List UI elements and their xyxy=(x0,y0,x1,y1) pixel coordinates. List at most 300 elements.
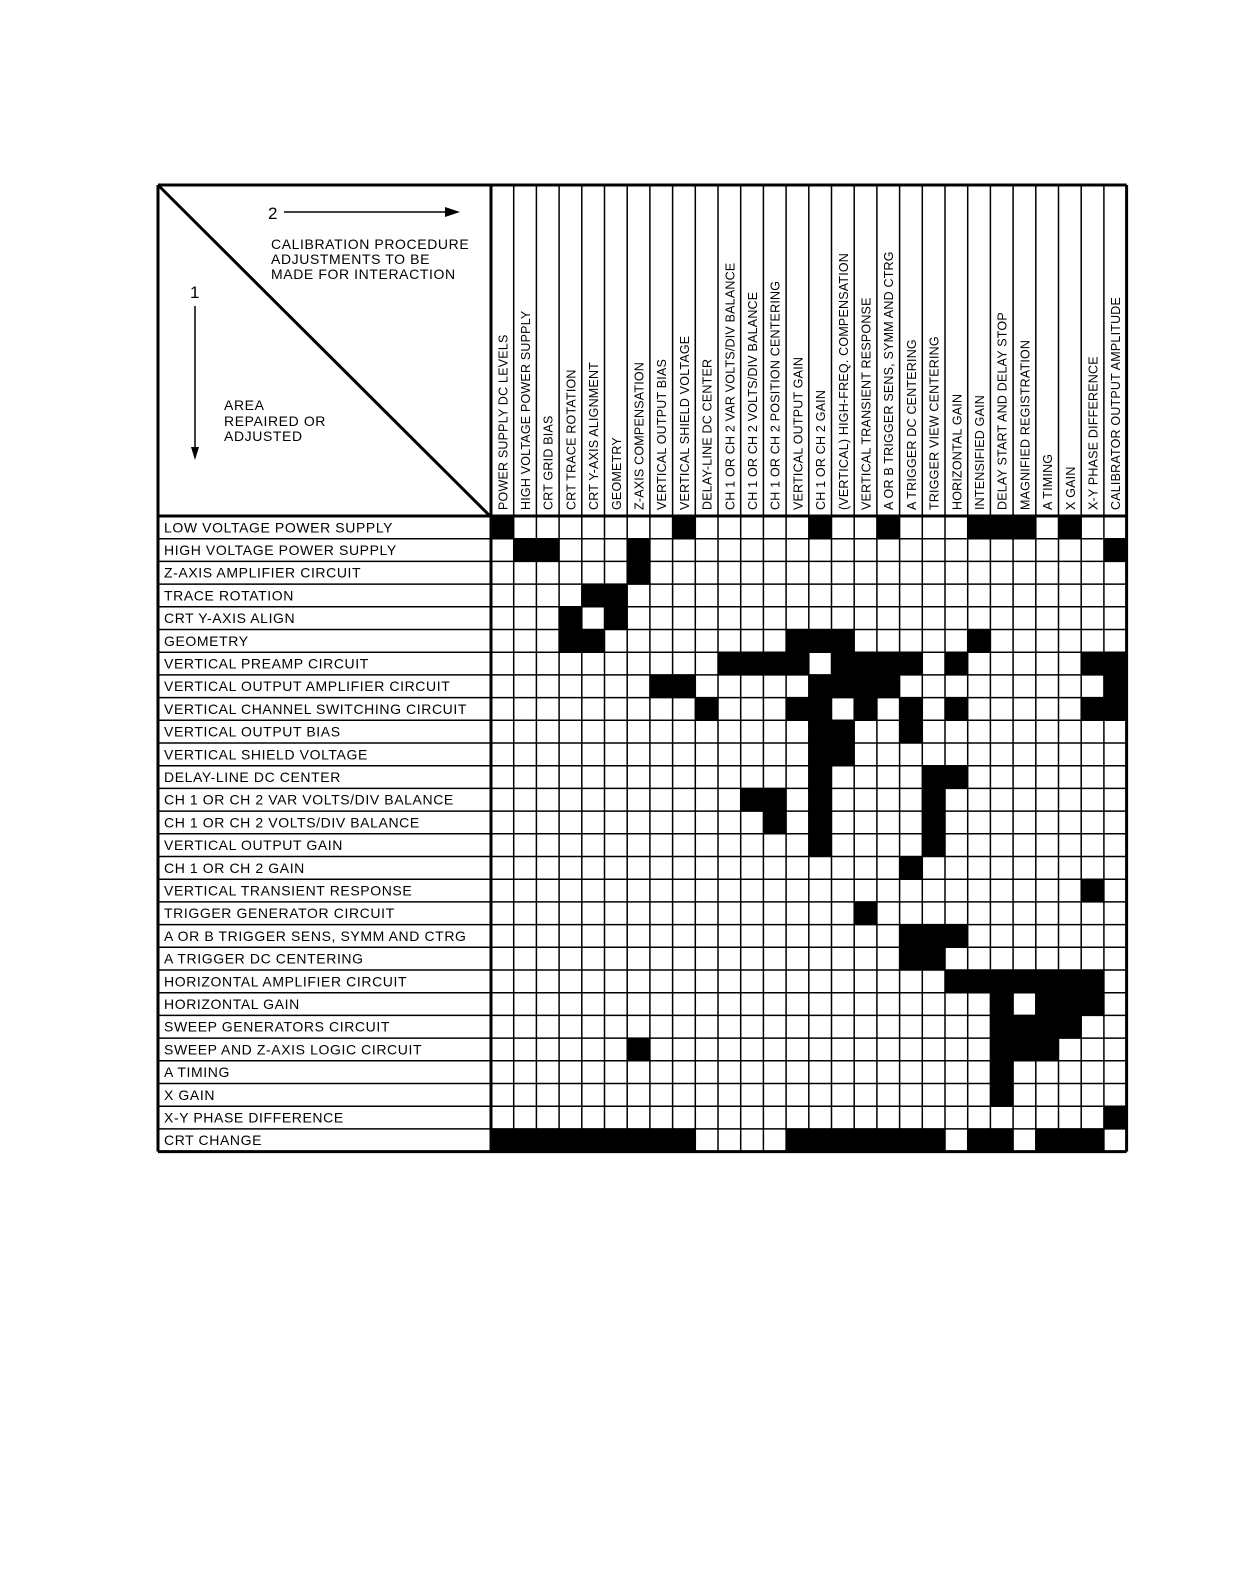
interaction-cell-empty xyxy=(695,630,718,653)
interaction-cell-empty xyxy=(1104,811,1127,834)
interaction-cell-empty xyxy=(491,1061,514,1084)
interaction-cell-empty xyxy=(650,1084,673,1107)
interaction-cell-empty xyxy=(922,1061,945,1084)
interaction-cell-empty xyxy=(1081,788,1104,811)
interaction-cell-empty xyxy=(1104,743,1127,766)
interaction-cell-empty xyxy=(1081,516,1104,539)
interaction-cell-empty xyxy=(832,607,855,630)
interaction-cell-marked xyxy=(877,516,900,539)
interaction-cell-marked xyxy=(786,1129,809,1152)
interaction-cell-empty xyxy=(922,584,945,607)
column-labels xyxy=(496,251,1123,510)
row-label: VERTICAL PREAMP CIRCUIT xyxy=(164,655,369,672)
interaction-cell-marked xyxy=(605,1129,628,1152)
interaction-cell-marked xyxy=(922,766,945,789)
interaction-cell-marked xyxy=(809,675,832,698)
interaction-cell-marked xyxy=(695,698,718,721)
interaction-cell-empty xyxy=(695,788,718,811)
interaction-cell-empty xyxy=(582,720,605,743)
interaction-cell-empty xyxy=(922,630,945,653)
interaction-cell-empty xyxy=(514,743,537,766)
interaction-cell-empty xyxy=(968,698,991,721)
interaction-cell-empty xyxy=(945,561,968,584)
interaction-cell-marked xyxy=(900,1129,923,1152)
interaction-cell-marked xyxy=(1081,970,1104,993)
interaction-cell-empty xyxy=(763,607,786,630)
interaction-cell-empty xyxy=(627,788,650,811)
interaction-cell-empty xyxy=(900,788,923,811)
interaction-cell-marked xyxy=(718,652,741,675)
interaction-cell-empty xyxy=(559,879,582,902)
interaction-cell-empty xyxy=(718,834,741,857)
interaction-cell-empty xyxy=(877,902,900,925)
interaction-cell-empty xyxy=(718,630,741,653)
interaction-cell-empty xyxy=(945,743,968,766)
interaction-cell-empty xyxy=(922,539,945,562)
interaction-cell-empty xyxy=(968,857,991,880)
interaction-cell-empty xyxy=(536,1084,559,1107)
interaction-cell-empty xyxy=(1013,630,1036,653)
interaction-cell-marked xyxy=(1081,879,1104,902)
interaction-cell-empty xyxy=(968,1038,991,1061)
column-label: CH 1 OR CH 2 POSITION CENTERING xyxy=(768,280,783,510)
interaction-cell-empty xyxy=(695,1106,718,1129)
interaction-cell-empty xyxy=(491,652,514,675)
interaction-cell-empty xyxy=(741,516,764,539)
interaction-cell-empty xyxy=(786,1038,809,1061)
interaction-cell-empty xyxy=(877,630,900,653)
interaction-cell-empty xyxy=(695,1061,718,1084)
interaction-cell-marked xyxy=(786,630,809,653)
interaction-cell-empty xyxy=(650,970,673,993)
interaction-cell-empty xyxy=(854,970,877,993)
interaction-cell-empty xyxy=(809,561,832,584)
interaction-cell-empty xyxy=(1059,698,1082,721)
interaction-cell-empty xyxy=(832,993,855,1016)
interaction-cell-marked xyxy=(1081,698,1104,721)
interaction-cell-empty xyxy=(582,902,605,925)
interaction-cell-empty xyxy=(786,970,809,993)
interaction-cell-empty xyxy=(786,1015,809,1038)
interaction-cell-empty xyxy=(1036,766,1059,789)
interaction-cell-empty xyxy=(650,879,673,902)
interaction-cell-empty xyxy=(650,1015,673,1038)
interaction-cell-empty xyxy=(900,561,923,584)
interaction-cell-empty xyxy=(741,879,764,902)
interaction-cell-empty xyxy=(741,834,764,857)
interaction-cell-empty xyxy=(627,811,650,834)
interaction-cell-empty xyxy=(514,834,537,857)
interaction-cell-marked xyxy=(1036,1038,1059,1061)
interaction-cell-marked xyxy=(900,857,923,880)
interaction-cell-empty xyxy=(1036,539,1059,562)
interaction-cell-empty xyxy=(968,788,991,811)
axis-1-label: 1 xyxy=(190,283,200,302)
interaction-cell-empty xyxy=(559,1038,582,1061)
interaction-cell-empty xyxy=(832,584,855,607)
row-label: A TRIGGER DC CENTERING xyxy=(164,950,364,967)
interaction-cell-empty xyxy=(627,993,650,1016)
interaction-cell-empty xyxy=(877,925,900,948)
interaction-cell-empty xyxy=(1059,675,1082,698)
interaction-cell-empty xyxy=(1036,834,1059,857)
interaction-cell-empty xyxy=(832,1061,855,1084)
interaction-cell-empty xyxy=(536,698,559,721)
interaction-cell-empty xyxy=(491,607,514,630)
interaction-cell-empty xyxy=(809,1038,832,1061)
interaction-cell-empty xyxy=(968,743,991,766)
interaction-cell-marked xyxy=(854,652,877,675)
interaction-cell-marked xyxy=(673,1129,696,1152)
interaction-cell-empty xyxy=(1036,652,1059,675)
corner-top-caption-line-1: CALIBRATION PROCEDURE xyxy=(271,236,470,252)
interaction-cell-empty xyxy=(945,857,968,880)
interaction-cell-empty xyxy=(900,902,923,925)
interaction-cell-marked xyxy=(809,516,832,539)
interaction-cell-empty xyxy=(990,879,1013,902)
interaction-cell-empty xyxy=(786,584,809,607)
column-label: CRT Y-AXIS ALIGNMENT xyxy=(587,361,602,510)
interaction-cell-empty xyxy=(786,834,809,857)
interaction-cell-empty xyxy=(605,516,628,539)
interaction-cell-empty xyxy=(1013,879,1036,902)
interaction-cell-empty xyxy=(990,834,1013,857)
interaction-cell-empty xyxy=(809,1084,832,1107)
interaction-cell-empty xyxy=(559,811,582,834)
interaction-cell-empty xyxy=(877,766,900,789)
interaction-cell-empty xyxy=(605,652,628,675)
interaction-cell-empty xyxy=(559,970,582,993)
interaction-cell-empty xyxy=(877,879,900,902)
interaction-cell-empty xyxy=(582,834,605,857)
column-label: VERTICAL OUTPUT GAIN xyxy=(791,356,806,510)
interaction-cell-empty xyxy=(627,743,650,766)
interaction-cell-empty xyxy=(922,902,945,925)
interaction-cell-empty xyxy=(809,970,832,993)
interaction-cell-empty xyxy=(627,1015,650,1038)
interaction-cell-empty xyxy=(1081,539,1104,562)
row-label: LOW VOLTAGE POWER SUPPLY xyxy=(164,519,394,536)
interaction-cell-empty xyxy=(900,970,923,993)
interaction-cell-empty xyxy=(786,857,809,880)
interaction-cell-empty xyxy=(650,788,673,811)
interaction-cell-empty xyxy=(491,879,514,902)
interaction-cell-empty xyxy=(968,1084,991,1107)
interaction-cell-empty xyxy=(514,947,537,970)
interaction-cell-empty xyxy=(1013,993,1036,1016)
interaction-cell-empty xyxy=(1013,811,1036,834)
interaction-cell-empty xyxy=(1104,1061,1127,1084)
interaction-cell-marked xyxy=(922,811,945,834)
interaction-cell-empty xyxy=(1104,902,1127,925)
interaction-cell-empty xyxy=(922,743,945,766)
interaction-cell-empty xyxy=(673,584,696,607)
column-label: CRT TRACE ROTATION xyxy=(564,369,579,510)
interaction-cell-empty xyxy=(877,993,900,1016)
interaction-cell-empty xyxy=(695,720,718,743)
interaction-cell-empty xyxy=(786,720,809,743)
corner-top-caption-line-3: MADE FOR INTERACTION xyxy=(271,266,456,282)
row-label: SWEEP GENERATORS CIRCUIT xyxy=(164,1018,390,1035)
interaction-cell-marked xyxy=(1081,652,1104,675)
interaction-cell-empty xyxy=(514,584,537,607)
interaction-cell-empty xyxy=(718,811,741,834)
interaction-cell-empty xyxy=(627,584,650,607)
row-label: VERTICAL OUTPUT AMPLIFIER CIRCUIT xyxy=(164,678,451,695)
interaction-cell-empty xyxy=(514,607,537,630)
interaction-cell-empty xyxy=(718,947,741,970)
row-label: A OR B TRIGGER SENS, SYMM AND CTRG xyxy=(164,927,467,944)
interaction-cell-empty xyxy=(582,879,605,902)
column-label: MAGNIFIED REGISTRATION xyxy=(1018,339,1033,510)
interaction-cell-empty xyxy=(1036,516,1059,539)
interaction-cell-empty xyxy=(763,1015,786,1038)
interaction-cell-empty xyxy=(536,834,559,857)
interaction-cell-empty xyxy=(605,970,628,993)
interaction-cell-empty xyxy=(809,879,832,902)
interaction-cell-marked xyxy=(922,947,945,970)
row-label: CRT CHANGE xyxy=(164,1132,263,1149)
interaction-cell-empty xyxy=(695,766,718,789)
interaction-cell-empty xyxy=(741,743,764,766)
interaction-cell-empty xyxy=(741,766,764,789)
interaction-cell-empty xyxy=(945,834,968,857)
interaction-cell-marked xyxy=(990,1038,1013,1061)
interaction-cell-marked xyxy=(1036,1129,1059,1152)
interaction-cell-empty xyxy=(1081,834,1104,857)
interaction-cell-empty xyxy=(1059,879,1082,902)
interaction-cell-empty xyxy=(1059,1038,1082,1061)
interaction-cell-marked xyxy=(559,630,582,653)
interaction-cell-empty xyxy=(695,607,718,630)
interaction-cell-empty xyxy=(854,516,877,539)
interaction-cell-empty xyxy=(832,698,855,721)
interaction-cell-empty xyxy=(1036,1084,1059,1107)
interaction-cell-empty xyxy=(536,925,559,948)
interaction-cell-empty xyxy=(900,630,923,653)
interaction-cell-empty xyxy=(1081,902,1104,925)
interaction-cell-empty xyxy=(763,834,786,857)
interaction-cell-marked xyxy=(559,607,582,630)
interaction-cell-empty xyxy=(763,584,786,607)
interaction-cell-empty xyxy=(741,970,764,993)
interaction-cell-empty xyxy=(968,993,991,1016)
interaction-cell-empty xyxy=(673,743,696,766)
interaction-cell-empty xyxy=(990,561,1013,584)
interaction-cell-empty xyxy=(741,539,764,562)
interaction-cell-empty xyxy=(741,675,764,698)
interaction-cell-marked xyxy=(536,1129,559,1152)
interaction-cell-marked xyxy=(832,675,855,698)
interaction-cell-empty xyxy=(695,857,718,880)
interaction-cell-empty xyxy=(491,720,514,743)
interaction-cell-empty xyxy=(650,607,673,630)
interaction-cell-empty xyxy=(559,925,582,948)
interaction-cell-empty xyxy=(1059,561,1082,584)
interaction-cell-empty xyxy=(1036,630,1059,653)
interaction-cell-marked xyxy=(536,539,559,562)
interaction-cell-empty xyxy=(877,743,900,766)
interaction-cell-marked xyxy=(968,1129,991,1152)
interaction-cell-empty xyxy=(559,857,582,880)
interaction-cell-empty xyxy=(763,947,786,970)
interaction-cell-marked xyxy=(1036,970,1059,993)
interaction-cell-empty xyxy=(491,857,514,880)
interaction-cell-empty xyxy=(945,811,968,834)
interaction-cell-empty xyxy=(582,788,605,811)
interaction-cell-marked xyxy=(741,788,764,811)
interaction-cell-marked xyxy=(990,970,1013,993)
interaction-cell-empty xyxy=(1081,1015,1104,1038)
interaction-cell-empty xyxy=(673,970,696,993)
interaction-cell-empty xyxy=(945,947,968,970)
interaction-cell-marked xyxy=(1036,993,1059,1016)
column-label: CALIBRATOR OUTPUT AMPLITUDE xyxy=(1109,296,1124,510)
interaction-cell-empty xyxy=(877,1015,900,1038)
interaction-cell-empty xyxy=(832,1106,855,1129)
interaction-cell-empty xyxy=(945,1106,968,1129)
interaction-cell-empty xyxy=(491,675,514,698)
interaction-cell-empty xyxy=(514,902,537,925)
interaction-cell-marked xyxy=(900,720,923,743)
interaction-cell-marked xyxy=(1059,970,1082,993)
interaction-cell-empty xyxy=(514,788,537,811)
interaction-cell-empty xyxy=(990,788,1013,811)
interaction-cell-empty xyxy=(786,902,809,925)
interaction-cell-empty xyxy=(582,1038,605,1061)
interaction-cell-empty xyxy=(650,698,673,721)
interaction-cell-empty xyxy=(763,1129,786,1152)
interaction-cell-empty xyxy=(514,698,537,721)
interaction-cell-empty xyxy=(900,1038,923,1061)
column-label: VERTICAL SHIELD VOLTAGE xyxy=(677,335,692,510)
interaction-cell-marked xyxy=(1059,993,1082,1016)
interaction-cell-empty xyxy=(1013,766,1036,789)
interaction-cell-empty xyxy=(514,1061,537,1084)
interaction-cell-empty xyxy=(582,766,605,789)
column-label: INTENSIFIED GAIN xyxy=(973,394,988,510)
column-label: X GAIN xyxy=(1063,466,1078,510)
interaction-cell-empty xyxy=(1013,947,1036,970)
interaction-cell-empty xyxy=(718,607,741,630)
interaction-cell-empty xyxy=(695,993,718,1016)
interaction-cell-empty xyxy=(536,1106,559,1129)
interaction-cell-empty xyxy=(763,561,786,584)
interaction-cell-marked xyxy=(900,947,923,970)
interaction-cell-empty xyxy=(695,834,718,857)
interaction-cell-empty xyxy=(877,970,900,993)
interaction-cell-empty xyxy=(650,720,673,743)
interaction-cell-empty xyxy=(650,584,673,607)
interaction-cell-empty xyxy=(1059,539,1082,562)
interaction-cell-empty xyxy=(582,970,605,993)
interaction-cell-empty xyxy=(1013,1061,1036,1084)
interaction-cell-empty xyxy=(491,1084,514,1107)
interaction-cell-empty xyxy=(922,561,945,584)
interaction-cell-empty xyxy=(559,675,582,698)
interaction-cell-empty xyxy=(832,857,855,880)
interaction-cell-empty xyxy=(854,607,877,630)
interaction-cell-empty xyxy=(536,788,559,811)
interaction-cell-empty xyxy=(1081,1038,1104,1061)
interaction-cell-empty xyxy=(491,1015,514,1038)
interaction-cell-empty xyxy=(1059,652,1082,675)
interaction-cell-empty xyxy=(559,698,582,721)
row-label: VERTICAL OUTPUT BIAS xyxy=(164,723,341,740)
interaction-cell-empty xyxy=(968,902,991,925)
interaction-cell-empty xyxy=(968,834,991,857)
interaction-cell-empty xyxy=(673,993,696,1016)
row-label: CRT Y-AXIS ALIGN xyxy=(164,610,296,627)
interaction-cell-marked xyxy=(809,630,832,653)
interaction-cell-empty xyxy=(673,947,696,970)
interaction-cell-empty xyxy=(832,811,855,834)
interaction-cell-empty xyxy=(673,857,696,880)
interaction-cell-empty xyxy=(559,561,582,584)
interaction-cell-empty xyxy=(854,584,877,607)
interaction-cell-empty xyxy=(877,834,900,857)
interaction-cell-empty xyxy=(763,1084,786,1107)
interaction-cell-empty xyxy=(695,1129,718,1152)
row-label: CH 1 OR CH 2 VAR VOLTS/DIV BALANCE xyxy=(164,791,454,808)
interaction-cell-empty xyxy=(809,1106,832,1129)
interaction-cell-empty xyxy=(718,902,741,925)
interaction-cell-empty xyxy=(627,698,650,721)
interaction-cell-empty xyxy=(650,925,673,948)
interaction-cell-empty xyxy=(718,584,741,607)
column-label: GEOMETRY xyxy=(609,437,624,510)
interaction-cell-marked xyxy=(990,1061,1013,1084)
interaction-cell-empty xyxy=(741,1038,764,1061)
interaction-cell-empty xyxy=(763,879,786,902)
interaction-cell-empty xyxy=(559,766,582,789)
interaction-cell-empty xyxy=(786,788,809,811)
interaction-cell-empty xyxy=(673,925,696,948)
interaction-cell-empty xyxy=(650,947,673,970)
interaction-cell-empty xyxy=(605,561,628,584)
interaction-cell-empty xyxy=(877,1061,900,1084)
interaction-cell-empty xyxy=(1036,720,1059,743)
axis-1-arrow-head xyxy=(191,447,199,460)
interaction-cell-empty xyxy=(1104,1084,1127,1107)
interaction-cell-empty xyxy=(900,539,923,562)
interaction-cell-empty xyxy=(1036,811,1059,834)
interaction-cell-empty xyxy=(968,607,991,630)
interaction-cell-empty xyxy=(605,1038,628,1061)
interaction-cell-empty xyxy=(582,993,605,1016)
interaction-cell-empty xyxy=(536,743,559,766)
interaction-cell-empty xyxy=(536,720,559,743)
interaction-cell-empty xyxy=(877,1038,900,1061)
interaction-cell-empty xyxy=(809,902,832,925)
interaction-cell-empty xyxy=(832,879,855,902)
interaction-cell-empty xyxy=(605,857,628,880)
interaction-cell-marked xyxy=(627,539,650,562)
interaction-cell-empty xyxy=(1036,1106,1059,1129)
interaction-cell-empty xyxy=(786,1084,809,1107)
interaction-cell-marked xyxy=(514,539,537,562)
interaction-cell-empty xyxy=(627,1106,650,1129)
interaction-cell-empty xyxy=(763,675,786,698)
interaction-cell-empty xyxy=(854,925,877,948)
axis-2-arrow-head xyxy=(445,207,460,217)
interaction-cell-empty xyxy=(695,539,718,562)
interaction-cell-empty xyxy=(627,902,650,925)
interaction-cell-empty xyxy=(990,857,1013,880)
interaction-cell-empty xyxy=(968,766,991,789)
interaction-cell-empty xyxy=(877,698,900,721)
column-label: (VERTICAL) HIGH-FREQ. COMPENSATION xyxy=(836,252,851,510)
